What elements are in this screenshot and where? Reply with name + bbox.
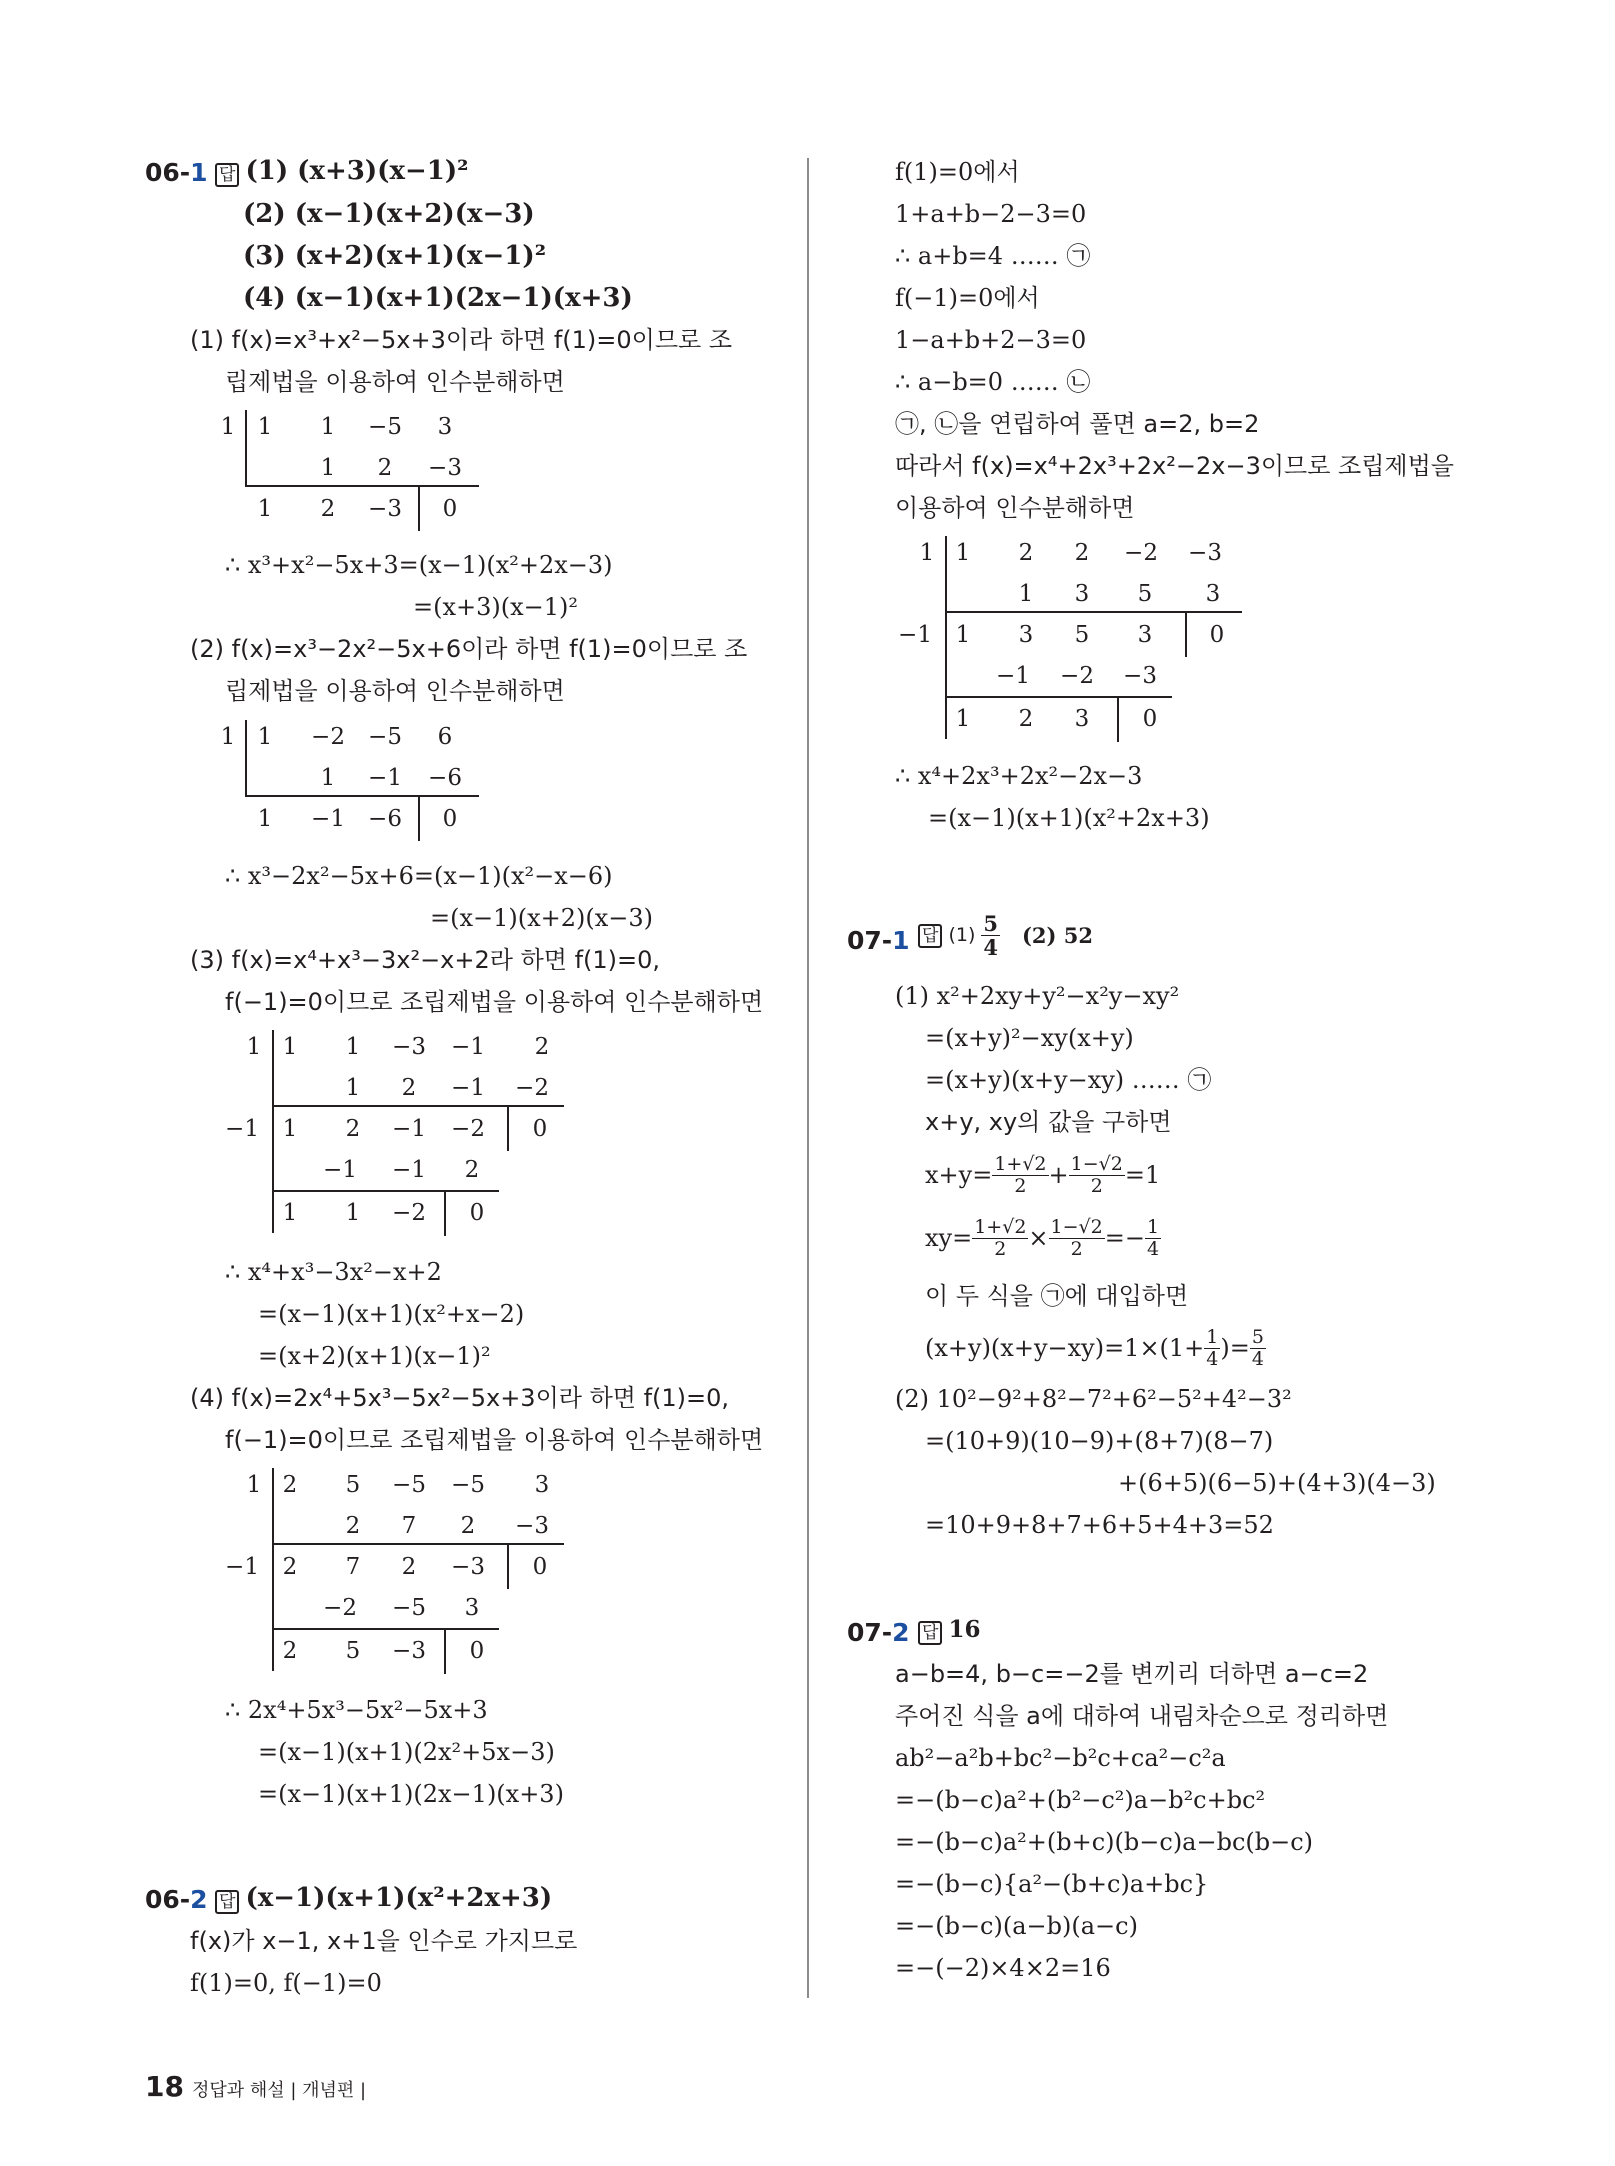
remainder: 0 xyxy=(532,1554,548,1580)
div-cell: 2 xyxy=(1018,540,1034,566)
div-vline xyxy=(245,720,247,795)
div-cell: 6 xyxy=(437,724,453,750)
p072-line: =−(b−c)a²+(b+c)(b−c)a−bc(b−c) xyxy=(895,1828,1314,1856)
lhs: (x+y)(x+y−xy)=1×(1+ xyxy=(925,1334,1205,1362)
answer-1-prefix: (1) xyxy=(948,924,976,947)
cont-line: f(−1)=0에서 xyxy=(895,284,1040,312)
div-cell: 2 xyxy=(534,1034,550,1060)
fraction xyxy=(992,1154,1048,1197)
fraction xyxy=(1049,1217,1105,1260)
p071-line: (1) x²+2xy+y²−x²y−xy² xyxy=(895,982,1180,1010)
div-cell: 2 xyxy=(345,1513,361,1539)
sol4-intro-2: f(−1)=0이므로 조립제법을 이용하여 인수분해하면 xyxy=(225,1426,764,1454)
numerator: 1−√2 xyxy=(1070,1152,1123,1175)
denominator: 4 xyxy=(983,935,998,961)
div-cell: −1 xyxy=(392,1157,426,1183)
div-cell: 1 xyxy=(955,706,971,732)
div-cell: 1 xyxy=(282,1200,298,1226)
p072-line: =−(b−c){a²−(b+c)a+bc} xyxy=(895,1870,1209,1898)
div-vline xyxy=(945,611,947,739)
div-cell: −5 xyxy=(392,1472,426,1498)
div-cell: 5 xyxy=(1137,581,1153,607)
div-cell: −1 xyxy=(451,1034,485,1060)
div-vline xyxy=(272,1030,274,1105)
final-equation xyxy=(925,1318,1266,1378)
rhs: =− xyxy=(1104,1224,1145,1252)
cont-line: 1+a+b−2−3=0 xyxy=(895,200,1087,228)
problem-label xyxy=(145,1887,208,1912)
answer-badge: 답 xyxy=(918,924,942,948)
numerator: 5 xyxy=(1251,1325,1264,1348)
answer-row xyxy=(918,1618,980,1645)
problem-label xyxy=(145,160,208,185)
div-cell: −3 xyxy=(451,1554,485,1580)
page-number: 18 xyxy=(145,2070,184,2103)
fraction xyxy=(1204,1327,1220,1370)
fraction xyxy=(972,1217,1028,1260)
div-cell: 1 xyxy=(345,1200,361,1226)
div-cell: −3 xyxy=(515,1513,549,1539)
div-cell: 5 xyxy=(345,1638,361,1664)
div-vline xyxy=(945,536,947,611)
cont-line: 1−a+b+2−3=0 xyxy=(895,326,1087,354)
cont-line: f(1)=0에서 xyxy=(895,158,1020,186)
p071-line: =(x+y)²−xy(x+y) xyxy=(925,1024,1134,1052)
sol1-intro-1: (1) f(x)=x³+x²−5x+3이라 하면 f(1)=0이므로 조 xyxy=(190,326,733,354)
cont-line: 이용하여 인수분해하면 xyxy=(895,494,1135,522)
div-cell: 1 xyxy=(345,1034,361,1060)
label-prefix: 07- xyxy=(847,1618,893,1647)
div-cell: −3 xyxy=(392,1638,426,1664)
div-vline xyxy=(272,1105,274,1233)
lhs: xy= xyxy=(925,1224,973,1252)
div-root: −1 xyxy=(225,1554,259,1580)
div-cell: 1 xyxy=(257,414,273,440)
div-cell: −1 xyxy=(368,765,402,791)
p071-line: =(x+y)(x+y−xy) …… ㉠ xyxy=(925,1066,1212,1094)
denominator: 2 xyxy=(1070,1237,1083,1260)
div-cell: 5 xyxy=(345,1472,361,1498)
problem-label xyxy=(847,928,910,953)
div-cell: 2 xyxy=(345,1116,361,1142)
p071-part2: (2) 10²−9²+8²−7²+6²−5²+4²−3² xyxy=(895,1385,1292,1413)
denominator: 4 xyxy=(1251,1347,1264,1370)
cont-line: 따라서 f(x)=x⁴+2x³+2x²−2x−3이므로 조립제법을 xyxy=(895,452,1454,480)
fraction xyxy=(1145,1217,1161,1260)
numerator: 1+√2 xyxy=(974,1215,1027,1238)
numerator: 1+√2 xyxy=(994,1152,1047,1175)
div-cell: 1 xyxy=(257,806,273,832)
div-cell: −1 xyxy=(451,1075,485,1101)
div-cell: 7 xyxy=(401,1513,417,1539)
div-cell: 3 xyxy=(1018,622,1034,648)
answer-badge: 답 xyxy=(215,1890,239,1914)
operator: + xyxy=(1048,1161,1069,1189)
div-cell: 2 xyxy=(320,496,336,522)
div-root: 1 xyxy=(220,414,236,440)
div-cell: 7 xyxy=(345,1554,361,1580)
sol2-result-1: ∴ x³−2x²−5x+6=(x−1)(x²−x−6) xyxy=(225,862,613,890)
div-vline xyxy=(272,1468,274,1543)
sol2-result-2: =(x−1)(x+2)(x−3) xyxy=(430,904,654,932)
sol4-result-3: =(x−1)(x+1)(2x−1)(x+3) xyxy=(258,1780,564,1808)
div-cell: 3 xyxy=(1074,581,1090,607)
sol3-result-2: =(x−1)(x+1)(x²+x−2) xyxy=(258,1300,525,1328)
div-cell: −6 xyxy=(428,765,462,791)
div-cell: −2 xyxy=(1060,663,1094,689)
answer-badge: 답 xyxy=(918,1621,942,1645)
cont-line: ∴ a−b=0 …… ㉡ xyxy=(895,368,1091,396)
div-root: 1 xyxy=(919,540,935,566)
numerator: 1 xyxy=(1206,1325,1219,1348)
div-root: 1 xyxy=(246,1034,262,1060)
div-cell: 1 xyxy=(955,622,971,648)
div-cell: 1 xyxy=(282,1034,298,1060)
denominator: 2 xyxy=(1090,1174,1103,1197)
p062-line-2: f(1)=0, f(−1)=0 xyxy=(190,1969,382,1997)
div-cell: 1 xyxy=(345,1075,361,1101)
sol1-intro-2: 립제법을 이용하여 인수분해하면 xyxy=(225,368,565,396)
sol3-result-3: =(x+2)(x+1)(x−1)² xyxy=(258,1342,491,1370)
answer: (x−1)(x+1)(x²+2x+3) xyxy=(245,1883,553,1913)
div-cell: 1 xyxy=(1018,581,1034,607)
p071-subst: 이 두 식을 ㉠에 대입하면 xyxy=(925,1282,1189,1310)
sol4-intro-1: (4) f(x)=2x⁴+5x³−5x²−5x+3이라 하면 f(1)=0, xyxy=(190,1384,730,1412)
numerator: 5 xyxy=(983,911,998,936)
remainder: 0 xyxy=(442,806,458,832)
div-cell: 2 xyxy=(377,455,393,481)
remainder: 0 xyxy=(1209,622,1225,648)
answer: 16 xyxy=(948,1616,981,1643)
label-num: 1 xyxy=(190,158,208,187)
div-cell: 3 xyxy=(1137,622,1153,648)
operator: × xyxy=(1028,1224,1049,1252)
div-cell: 3 xyxy=(1074,706,1090,732)
cont-line: ㉠, ㉡을 연립하여 풀면 a=2, b=2 xyxy=(895,410,1260,438)
div-cell: 2 xyxy=(282,1638,298,1664)
p072-line: =−(b−c)a²+(b²−c²)a−b²c+bc² xyxy=(895,1786,1266,1814)
div-cell: 1 xyxy=(320,414,336,440)
div-cell: 2 xyxy=(1018,706,1034,732)
answer-4: (4) (x−1)(x+1)(2x−1)(x+3) xyxy=(243,283,633,313)
denominator: 2 xyxy=(994,1237,1007,1260)
lhs: x+y= xyxy=(925,1161,993,1189)
div-cell: −1 xyxy=(996,663,1030,689)
remainder: 0 xyxy=(469,1200,485,1226)
p072-line: =−(−2)×4×2=16 xyxy=(895,1954,1111,1982)
div-cell: 3 xyxy=(1205,581,1221,607)
div-vline xyxy=(245,410,247,485)
cont-result-2: =(x−1)(x+1)(x²+2x+3) xyxy=(928,804,1210,832)
answer-row xyxy=(215,1885,552,1914)
div-cell: −1 xyxy=(323,1157,357,1183)
div-cell: −2 xyxy=(323,1595,357,1621)
p072-line: =−(b−c)(a−b)(a−c) xyxy=(895,1912,1138,1940)
numerator: 1 xyxy=(1146,1215,1160,1238)
answer-row xyxy=(918,912,1093,959)
p071-part2: =(10+9)(10−9)+(8+7)(8−7) xyxy=(925,1427,1274,1455)
xy-product-equation xyxy=(925,1208,1161,1268)
answer-2: (2) (x−1)(x+2)(x−3) xyxy=(243,199,535,229)
div-cell: 2 xyxy=(401,1075,417,1101)
div-cell: −5 xyxy=(392,1595,426,1621)
denominator: 2 xyxy=(1014,1174,1027,1197)
div-cell: −1 xyxy=(311,806,345,832)
label-num: 2 xyxy=(892,1618,910,1647)
div-cell: −2 xyxy=(451,1116,485,1142)
div-cell: −3 xyxy=(428,455,462,481)
div-cell: 1 xyxy=(257,724,273,750)
p072-line: ab²−a²b+bc²−b²c+ca²−c²a xyxy=(895,1744,1226,1772)
div-cell: −5 xyxy=(368,724,402,750)
div-cell: 2 xyxy=(1074,540,1090,566)
sol4-result-2: =(x−1)(x+1)(2x²+5x−3) xyxy=(258,1738,555,1766)
sol2-intro-1: (2) f(x)=x³−2x²−5x+6이라 하면 f(1)=0이므로 조 xyxy=(190,635,748,663)
sol3-intro-2: f(−1)=0이므로 조립제법을 이용하여 인수분해하면 xyxy=(225,988,764,1016)
div-cell: −3 xyxy=(1123,663,1157,689)
page-footer xyxy=(145,2070,366,2103)
label-num: 2 xyxy=(190,1885,208,1914)
label-num: 1 xyxy=(892,926,910,955)
answer-row xyxy=(215,158,469,187)
div-cell: −5 xyxy=(451,1472,485,1498)
div-cell: −6 xyxy=(368,806,402,832)
div-cell: −3 xyxy=(368,496,402,522)
label-prefix: 06- xyxy=(145,158,191,187)
sol1-result-1: ∴ x³+x²−5x+3=(x−1)(x²+2x−3) xyxy=(225,551,613,579)
remainder: 0 xyxy=(532,1116,548,1142)
cont-line: ∴ a+b=4 …… ㉠ xyxy=(895,242,1091,270)
label-prefix: 07- xyxy=(847,926,893,955)
fraction xyxy=(1069,1154,1125,1197)
div-cell: 1 xyxy=(955,540,971,566)
p071-part2: =10+9+8+7+6+5+4+3=52 xyxy=(925,1511,1274,1539)
div-vline xyxy=(272,1543,274,1671)
p071-part2: +(6+5)(6−5)+(4+3)(4−3) xyxy=(1118,1469,1436,1497)
cont-result-1: ∴ x⁴+2x³+2x²−2x−3 xyxy=(895,762,1143,790)
p071-line: x+y, xy의 값을 구하면 xyxy=(925,1108,1172,1136)
label-prefix: 06- xyxy=(145,1885,191,1914)
div-cell: 1 xyxy=(320,765,336,791)
p072-line: 주어진 식을 a에 대하여 내림차순으로 정리하면 xyxy=(895,1702,1389,1730)
numerator: 1−√2 xyxy=(1050,1215,1103,1238)
fraction xyxy=(1250,1327,1266,1370)
remainder: 0 xyxy=(1142,706,1158,732)
div-cell: −3 xyxy=(392,1034,426,1060)
remainder: 0 xyxy=(469,1638,485,1664)
div-cell: 2 xyxy=(464,1157,480,1183)
footer-text: 정답과 해설 | 개념편 | xyxy=(191,2080,367,2101)
div-cell: −3 xyxy=(1188,540,1222,566)
remainder: 0 xyxy=(442,496,458,522)
div-cell: 5 xyxy=(1074,622,1090,648)
column-divider xyxy=(807,158,809,1998)
sol4-result-1: ∴ 2x⁴+5x³−5x²−5x+3 xyxy=(225,1696,488,1724)
answer-3: (3) (x+2)(x+1)(x−1)² xyxy=(243,241,547,271)
div-cell: 1 xyxy=(320,455,336,481)
div-cell: 3 xyxy=(464,1595,480,1621)
div-cell: −1 xyxy=(392,1116,426,1142)
div-cell: 1 xyxy=(257,496,273,522)
div-root: −1 xyxy=(898,622,932,648)
div-cell: −2 xyxy=(392,1200,426,1226)
div-cell: 2 xyxy=(282,1472,298,1498)
div-cell: 2 xyxy=(460,1513,476,1539)
problem-label xyxy=(847,1620,910,1645)
div-cell: −2 xyxy=(515,1075,549,1101)
div-cell: −5 xyxy=(368,414,402,440)
xy-sum-equation xyxy=(925,1145,1160,1205)
div-cell: −2 xyxy=(311,724,345,750)
div-cell: 2 xyxy=(401,1554,417,1580)
sol1-result-2: =(x+3)(x−1)² xyxy=(413,593,579,621)
answer-2: (2) 52 xyxy=(1021,923,1094,949)
div-cell: 2 xyxy=(282,1554,298,1580)
denominator: 4 xyxy=(1206,1347,1219,1370)
div-cell: 1 xyxy=(282,1116,298,1142)
p062-line-1: f(x)가 x−1, x+1을 인수로 가지므로 xyxy=(190,1927,578,1955)
sol3-intro-1: (3) f(x)=x⁴+x³−3x²−x+2라 하면 f(1)=0, xyxy=(190,946,661,974)
div-cell: 3 xyxy=(437,414,453,440)
answer-badge: 답 xyxy=(215,163,239,187)
mid: )= xyxy=(1220,1334,1250,1362)
div-root: 1 xyxy=(246,1472,262,1498)
answer-1-fraction xyxy=(981,912,1000,959)
denominator: 4 xyxy=(1146,1237,1160,1260)
div-cell: −2 xyxy=(1124,540,1158,566)
div-root: −1 xyxy=(225,1116,259,1142)
answer-1: (1) (x+3)(x−1)² xyxy=(245,156,469,186)
rhs: =1 xyxy=(1124,1161,1161,1189)
sol2-intro-2: 립제법을 이용하여 인수분해하면 xyxy=(225,677,565,705)
div-root: 1 xyxy=(220,724,236,750)
p072-line: a−b=4, b−c=−2를 변끼리 더하면 a−c=2 xyxy=(895,1660,1369,1688)
div-cell: 3 xyxy=(534,1472,550,1498)
sol3-result-1: ∴ x⁴+x³−3x²−x+2 xyxy=(225,1258,442,1286)
